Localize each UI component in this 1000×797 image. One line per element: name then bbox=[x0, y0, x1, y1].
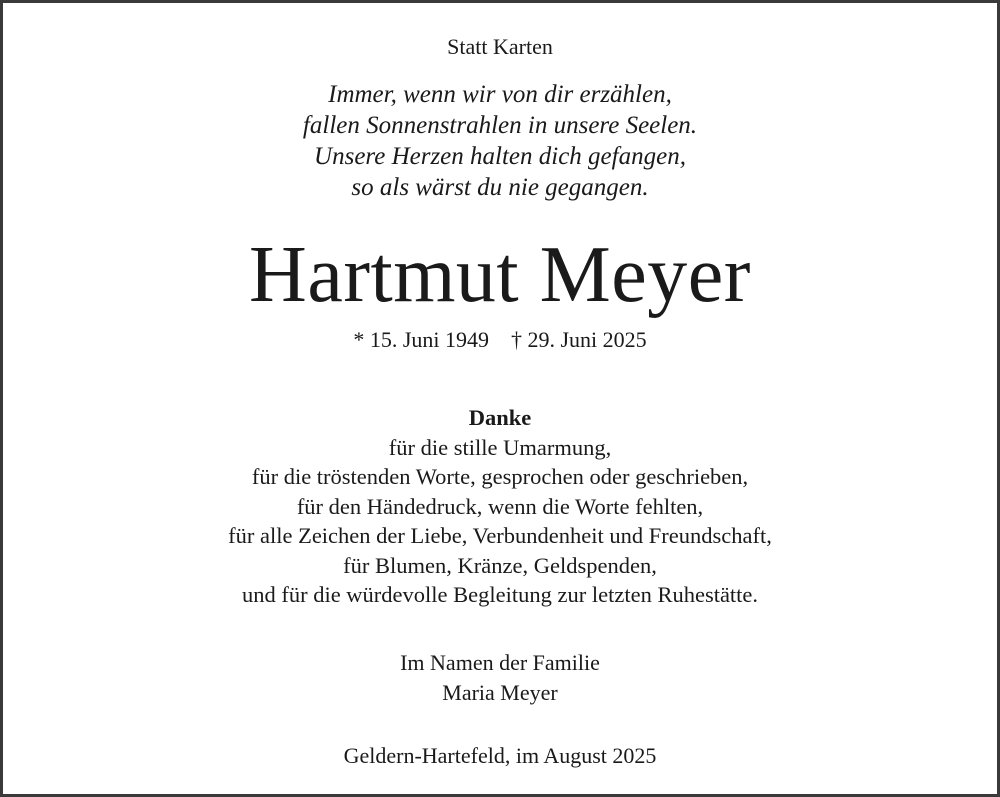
thanks-line: für Blumen, Kränze, Geldspenden, bbox=[343, 552, 657, 578]
header-text: Statt Karten bbox=[447, 34, 553, 59]
thanks-title: Danke bbox=[468, 405, 532, 430]
thanks-line: für die stille Umarmung, bbox=[388, 434, 612, 460]
deceased-name: Hartmut Meyer bbox=[249, 231, 751, 319]
thanks-section bbox=[3, 403, 997, 610]
poem-line: Unsere Herzen halten dich gefangen, bbox=[314, 143, 686, 170]
place-date: Geldern-Hartefeld, im August 2025 bbox=[343, 743, 657, 768]
poem-line: Immer, wenn wir von dir erzählen, bbox=[328, 81, 672, 108]
death-date: † 29. Juni 2025 bbox=[511, 327, 647, 352]
signature-line: Im Namen der Familie bbox=[400, 650, 600, 675]
poem-line: so als wärst du nie gegangen. bbox=[351, 174, 649, 201]
life-dates bbox=[3, 325, 997, 355]
signature bbox=[3, 648, 997, 707]
thanks-line: für den Händedruck, wenn die Worte fehlten, bbox=[296, 493, 704, 519]
birth-date: * 15. Juni 1949 bbox=[353, 327, 489, 352]
poem-line: fallen Sonnenstrahlen in unsere Seelen. bbox=[302, 112, 698, 139]
thanks-line: für die tröstenden Worte, gesprochen oder geschrieben, bbox=[251, 464, 749, 489]
poem bbox=[3, 79, 997, 203]
signature-name: Maria Meyer bbox=[442, 679, 558, 705]
thanks-line: und für die würdevolle Begleitung zur letzten Ruhestätte. bbox=[241, 582, 759, 607]
thanks-line: für alle Zeichen der Liebe, Verbundenheit und Freundschaft, bbox=[228, 523, 772, 548]
